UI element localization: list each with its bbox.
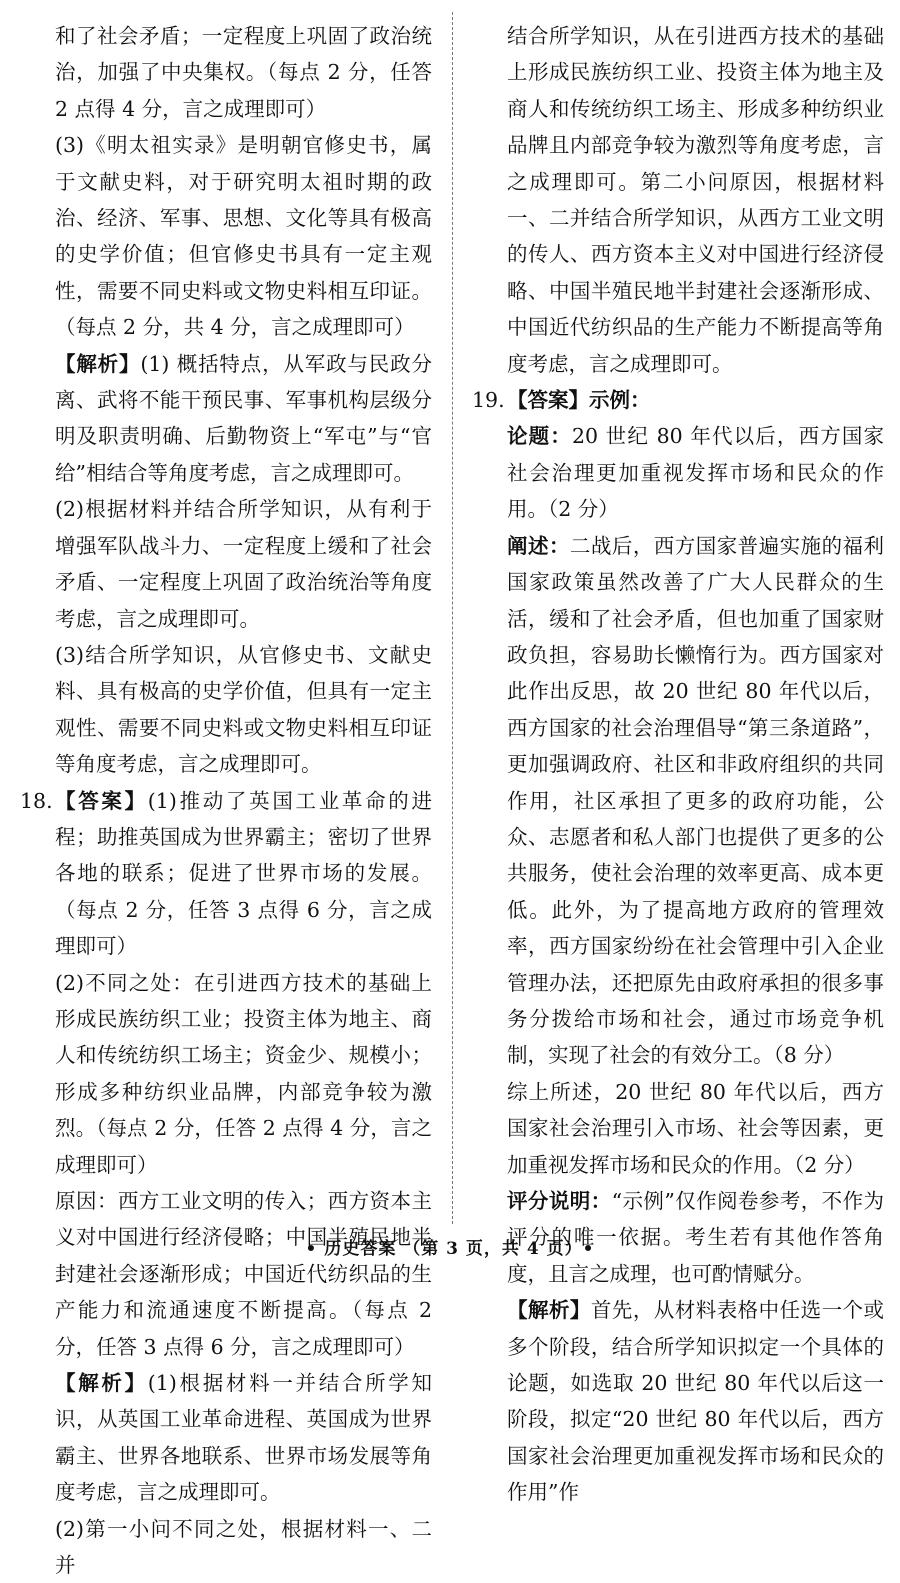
exposition-tag: 阐述： [507, 533, 570, 558]
scoring-tag: 评分说明： [507, 1189, 612, 1213]
paragraph [474, 528, 884, 1074]
paragraph: (2)不同之处：在引进西方技术的基础上形成民族纺织工业；投资主体为地主、商人和传统纺织工场主；资金少、规模小；形成多种纺织业品牌，内部竞争较为激烈。（每点 2 分，任答 2 点得 4 分，言之成理即可） [55, 970, 432, 1177]
analysis-text: (1)根据材料一并结合所学知识，从英国工业革命进程、英国成为世界霸主、世界各地联系、世界市场发展等角度考虑，言之成理即可。 [55, 1371, 433, 1505]
question-number: 18. [20, 788, 53, 813]
paragraph [22, 346, 432, 492]
analysis-tag: 【解析】 [55, 1371, 148, 1396]
paragraph [22, 1365, 432, 1511]
page-footer: • 历史答案 （第 3 页，共 4 页）• [305, 1239, 595, 1259]
paragraph: 和了社会矛盾；一定程度上巩固了政治统治，加强了中央集权。（每点 2 分，任答 2 点得 4 分，言之成理即可） [55, 24, 432, 121]
thesis-tag: 论题： [507, 424, 572, 449]
question-number: 19. [472, 388, 505, 413]
answer-tag: 【答案】 [507, 388, 589, 413]
column-divider [452, 12, 453, 1224]
analysis-text: (1) 概括特点，从军政与民政分离、武将不能干预民事、军事机构层级分明及职责明确、后勤物资上“军屯”与“官给”相结合等角度考虑，言之成理即可。 [55, 351, 432, 485]
paragraph: 综上所述，20 世纪 80 年代以后，西方国家社会治理引入市场、社会等因素，更加重视发挥市场和民众的作用。（2 分） [507, 1079, 884, 1177]
answer-text: (1)推动了英国工业革命的进程；助推英国成为世界霸主；密切了世界各地的联系；促进了世界市场的发展。（每点 2 分，任答 3 点得 6 分，言之成理即可） [55, 788, 433, 959]
question-19-answer [474, 382, 884, 418]
paragraph: 原因：西方工业文明的传入；西方资本主义对中国进行经济侵略；中国半殖民地半封建社会逐渐形成；中国近代纺织品的生产能力和流通速度不断提高。（每点 2 分，任答 3 点得 6 分，言之成理即可） [55, 1189, 432, 1359]
thesis-text: 20 世纪 80 年代以后，西方国家社会治理更加重视发挥市场和民众的作用。（2 分） [507, 424, 884, 522]
left-column [22, 18, 432, 1583]
paragraph: (3)结合所学知识，从官修史书、文献史料、具有极高的史学价值，但具有一定主观性、需要不同史料或文物史料相互印证等角度考虑，言之成理即可。 [55, 642, 432, 777]
right-column [474, 18, 884, 1511]
paragraph [474, 418, 884, 527]
paragraph: (2)第一小问不同之处，根据材料一、二并 [55, 1516, 432, 1578]
question-18-answer [22, 783, 432, 965]
exposition-text: 二战后，西方国家普遍实施的福利国家政策虽然改善了广大人民群众的生活，缓和了社会矛盾，但也加重了国家财政负担，容易助长懒惰行为。西方国家对此作出反思，故 20 世纪 80 年代以后，西方国家的社会治理倡导“第三条道路”，更加强调政府、社区和非政府组织的共同作用，社区承担了更多的政府功能，公众、志愿者和私人部门也提供了更多的公共服务，使社会治理的效率更高、成本更低。此外，为了提高地方政府的管理效率，西方国家纷纷在社会管理中引入企业管理办法，还把原先由政府承担的很多事务分拨给市场和社会，通过市场竞争机制，实现了社会的有效分工。（8 分） [507, 533, 885, 1068]
analysis-text: 首先，从材料表格中任选一个或多个阶段，结合所学知识拟定一个具体的论题，如选取 20 世纪 80 年代以后这一阶段，拟定“20 世纪 80 年代以后，西方国家社会治理更加重视发挥市场和民众的作用”作 [507, 1298, 885, 1505]
scoring-text: “示例”仅作阅卷参考，不作为评分的唯一依据。考生若有其他作答角度，且言之成理，也可酌情赋分。 [507, 1189, 884, 1286]
analysis-tag: 【解析】 [507, 1298, 591, 1323]
answer-tag: 【答案】 [55, 788, 148, 813]
paragraph: 结合所学知识，从在引进西方技术的基础上形成民族纺织工业、投资主体为地主及商人和传统纺织工场主、形成多种纺织业品牌且内部竞争较为激烈等角度考虑，言之成理即可。第二小问原因，根据材料一、二并结合所学知识，从西方工业文明的传人、西方资本主义对中国进行经济侵略、中国半殖民地半封建社会逐渐形成、中国近代纺织品的生产能力不断提高等角度考虑，言之成理即可。 [507, 24, 884, 376]
example-label: 示例： [589, 388, 651, 413]
paragraph: (3)《明太祖实录》是明朝官修史书，属于文献史料，对于研究明太祖时期的政治、经济、军事、思想、文化等具有极高的史学价值；但官修史书具有一定主观性，需要不同史料或文物史料相互印证。（每点 2 分，共 4 分，言之成理即可） [55, 133, 432, 340]
analysis-tag: 【解析】 [55, 351, 141, 376]
paragraph: (2)根据材料并结合所学知识，从有利于增强军队战斗力、一定程度上缓和了社会矛盾、一定程度上巩固了政治统治等角度考虑，言之成理即可。 [55, 497, 432, 631]
paragraph [474, 1292, 884, 1510]
